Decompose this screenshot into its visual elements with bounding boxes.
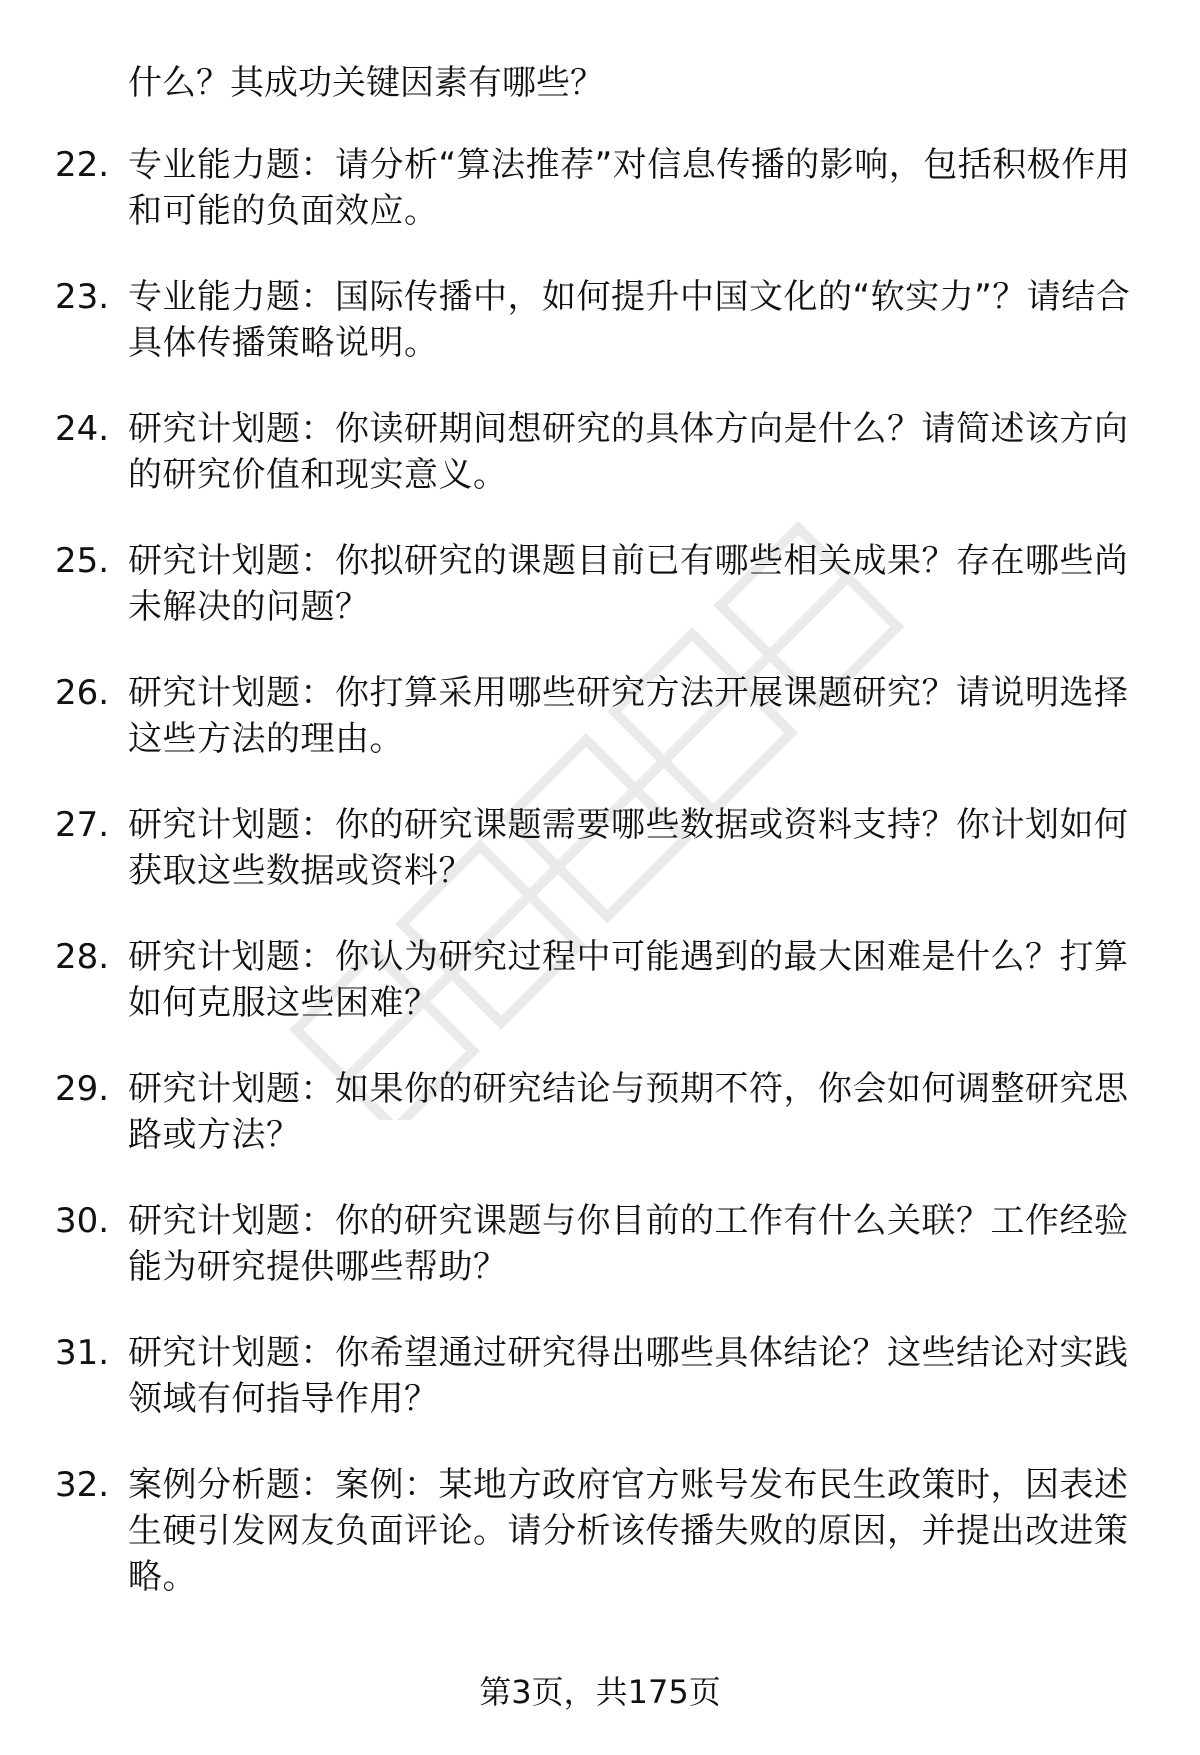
question-number: 31. (55, 1333, 110, 1373)
question-text: 案例分析题：案例：某地方政府官方账号发布民生政策时，因表述生硬引发网友负面评论。请分析该传播失败的原因，并提出改进策略。 (128, 1465, 1129, 1597)
question-item (0, 538, 1200, 670)
question-number: 30. (55, 1201, 110, 1241)
question-text: 研究计划题：你拟研究的课题目前已有哪些相关成果？存在哪些尚未解决的问题？ (128, 541, 1129, 627)
question-number: 29. (55, 1069, 110, 1109)
question-text: 研究计划题：你的研究课题与你目前的工作有什么关联？工作经验能为研究提供哪些帮助？ (128, 1201, 1129, 1287)
question-number: 32. (55, 1465, 110, 1505)
question-item (0, 1330, 1200, 1462)
question-text: 研究计划题：你希望通过研究得出哪些具体结论？这些结论对实践领域有何指导作用？ (128, 1333, 1129, 1419)
question-item (0, 934, 1200, 1066)
question-number: 27. (55, 805, 110, 845)
question-list (0, 142, 1200, 1642)
question-text: 研究计划题：你读研期间想研究的具体方向是什么？请简述该方向的研究价值和现实意义。 (128, 409, 1129, 495)
continuation-text: 什么？其成功关键因素有哪些？ (128, 63, 604, 103)
question-number: 28. (55, 937, 110, 977)
question-text: 专业能力题：国际传播中，如何提升中国文化的“软实力”？请结合具体传播策略说明。 (128, 277, 1131, 363)
question-item (0, 406, 1200, 538)
question-text: 专业能力题：请分析“算法推荐”对信息传播的影响，包括积极作用和可能的负面效应。 (128, 145, 1131, 231)
question-item (0, 274, 1200, 406)
question-item (0, 1066, 1200, 1198)
question-item (0, 1462, 1200, 1642)
question-item (0, 1198, 1200, 1330)
question-text: 研究计划题：你的研究课题需要哪些数据或资料支持？你计划如何获取这些数据或资料？ (128, 805, 1129, 891)
question-number: 26. (55, 673, 110, 713)
question-number: 23. (55, 277, 110, 317)
question-text: 研究计划题：你打算采用哪些研究方法开展课题研究？请说明选择这些方法的理由。 (128, 673, 1129, 759)
question-item (0, 670, 1200, 802)
question-number: 25. (55, 541, 110, 581)
question-item (0, 802, 1200, 934)
question-number: 22. (55, 145, 110, 185)
question-number: 24. (55, 409, 110, 449)
question-item (0, 142, 1200, 274)
question-text: 研究计划题：你认为研究过程中可能遇到的最大困难是什么？打算如何克服这些困难？ (128, 937, 1129, 1023)
question-text: 研究计划题：如果你的研究结论与预期不符，你会如何调整研究思路或方法？ (128, 1069, 1129, 1155)
page-footer: 第3页，共175页 (479, 1673, 721, 1711)
